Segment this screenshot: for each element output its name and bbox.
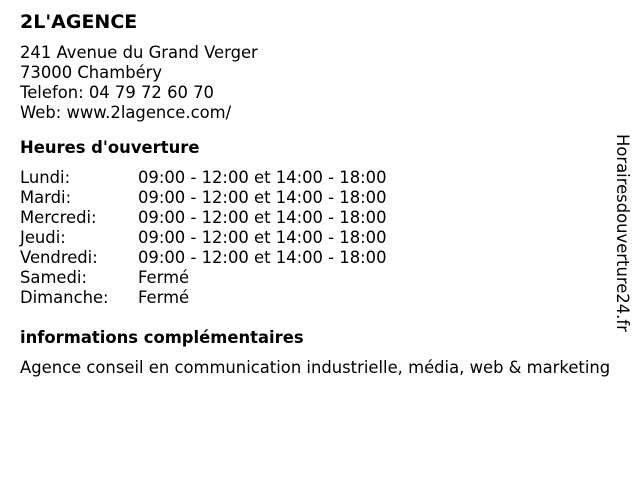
day-hours: Fermé [138,288,190,307]
opening-hours-heading: Heures d'ouverture [20,138,200,157]
business-name: 2L'AGENCE [20,11,138,33]
day-label: Mercredi: [20,208,97,227]
address-city: 73000 Chambéry [20,63,163,82]
business-description: Agence conseil en communication industrielle, média, web & marketing [20,358,611,377]
watermark [612,134,632,344]
website: Web: www.2lagence.com/ [20,103,232,122]
hours-row-wednesday [20,208,610,228]
business-card [20,10,610,378]
day-label: Dimanche: [20,288,109,307]
hours-row-friday [20,248,610,268]
day-label: Vendredi: [20,248,98,267]
day-label: Lundi: [20,168,71,187]
phone-number: Telefon: 04 79 72 60 70 [20,83,214,102]
opening-hours-table [20,168,610,308]
day-hours: Fermé [138,268,190,287]
additional-info-heading: informations complémentaires [20,328,304,347]
day-hours: 09:00 - 12:00 et 14:00 - 18:00 [138,168,387,187]
day-hours: 09:00 - 12:00 et 14:00 - 18:00 [138,228,387,247]
day-hours: 09:00 - 12:00 et 14:00 - 18:00 [138,208,387,227]
contact-block [20,43,610,123]
hours-row-tuesday [20,188,610,208]
hours-row-thursday [20,228,610,248]
day-label: Samedi: [20,268,87,287]
hours-row-sunday [20,288,610,308]
day-hours: 09:00 - 12:00 et 14:00 - 18:00 [138,188,387,207]
day-label: Jeudi: [20,228,66,247]
watermark-text: Horairesdouverture24.fr [613,134,632,332]
day-hours: 09:00 - 12:00 et 14:00 - 18:00 [138,248,387,267]
hours-row-monday [20,168,610,188]
day-label: Mardi: [20,188,72,207]
address-street: 241 Avenue du Grand Verger [20,43,258,62]
hours-row-saturday [20,268,610,288]
